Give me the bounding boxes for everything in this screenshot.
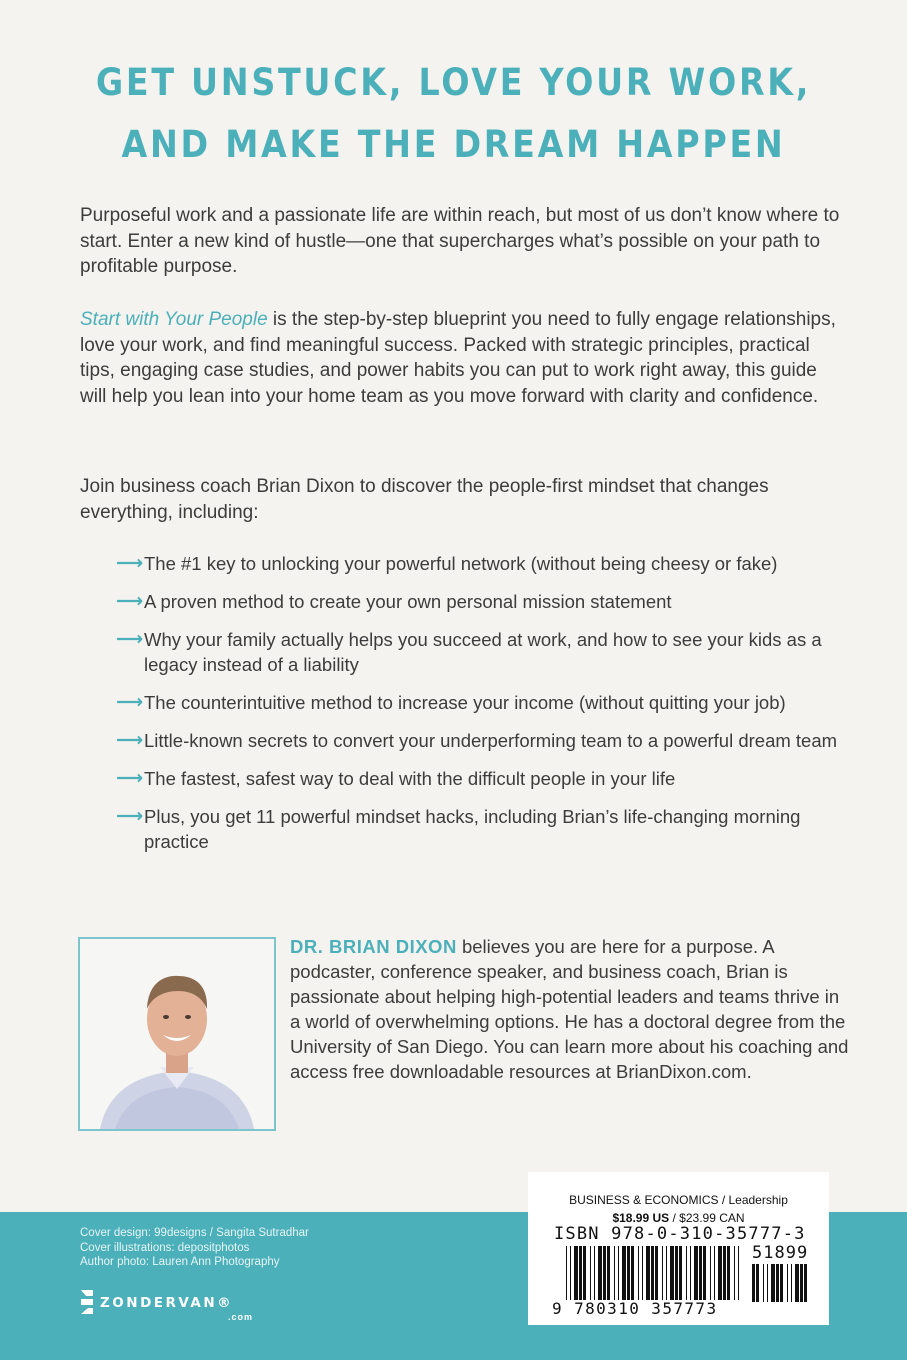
arrow-right-icon: ⟶ (116, 591, 144, 612)
list-item (116, 627, 856, 677)
credit-author-photo: Author photo: Lauren Ann Photography (80, 1256, 280, 1268)
arrow-right-icon: ⟶ (116, 692, 144, 713)
zondervan-logo-icon (80, 1288, 94, 1316)
list-item-text: The counterintuitive method to increase your income (without quitting your job) (144, 692, 786, 713)
barcode-addon-bars-icon (752, 1264, 810, 1302)
credits (80, 1226, 309, 1270)
author-bio (290, 934, 850, 1084)
barcode-addon-number: 51899 (752, 1243, 809, 1263)
list-item (116, 766, 856, 791)
arrow-right-icon: ⟶ (116, 629, 144, 650)
list-item (116, 551, 856, 576)
author-photo (78, 937, 276, 1131)
barcode-digits: 9 780310 357773 (552, 1299, 718, 1318)
list-item-text: Why your family actually helps you succeed at work, and how to see your kids as a legacy instead of a liability (144, 629, 822, 675)
author-bio-text: believes you are here for a purpose. A podcaster, conference speaker, and business coach, Brian is passionate about helping high-potential leaders and teams thrive in a world of overwhelming options. He has a doctoral degree from the University of San Diego. You can learn more about his coaching and access free downloadable resources at BrianDixon.com. (290, 936, 849, 1082)
list-item (116, 728, 856, 753)
list-item-text: A proven method to create your own personal mission statement (144, 591, 672, 612)
list-item (116, 690, 856, 715)
list-item (116, 804, 856, 854)
arrow-right-icon: ⟶ (116, 553, 144, 574)
benefit-list (116, 551, 856, 867)
price-us: $18.99 US (612, 1211, 670, 1225)
barcode-category: BUSINESS & ECONOMICS / Leadership (569, 1193, 788, 1207)
arrow-right-icon: ⟶ (116, 768, 144, 789)
barcode-box (528, 1172, 829, 1325)
list-item-text: The #1 key to unlocking your powerful network (without being cheesy or fake) (144, 553, 778, 574)
isbn-text: ISBN 978-0-310-35777-3 (554, 1224, 806, 1244)
list-item-text: The fastest, safest way to deal with the difficult people in your life (144, 768, 676, 789)
barcode-price (528, 1211, 829, 1225)
publisher-suffix: .com (228, 1312, 254, 1322)
blueprint-text: is the step-by-step blueprint you need to fully engage relationships, love your work, and find meaningful success. Packed with strategic principles, practical tips, engaging case studies, and power habits you can put to work right away, this guide will help you lean into your home team as you move forward with clarity and confidence. (80, 309, 836, 407)
list-item (116, 589, 856, 614)
intro-paragraph: Purposeful work and a passionate life are within reach, but most of us don’t know where to start. Enter a new kind of hustle—one that supercharges what’s possible on your path to profitable purpose. (80, 205, 840, 277)
author-portrait-illustration (80, 939, 274, 1129)
join-paragraph: Join business coach Brian Dixon to discover the people-first mindset that changes everything, including: (80, 476, 769, 523)
list-item-text: Little-known secrets to convert your underperforming team to a powerful dream team (144, 730, 838, 751)
barcode-bars-icon (566, 1246, 742, 1300)
list-item-text: Plus, you get 11 powerful mindset hacks, including Brian’s life-changing morning practice (144, 806, 801, 852)
arrow-right-icon: ⟶ (116, 806, 144, 827)
credit-illustrations: Cover illustrations: depositphotos (80, 1241, 250, 1254)
blueprint-paragraph (80, 307, 840, 409)
headline-line-2: AND MAKE THE DREAM HAPPEN (121, 123, 786, 166)
headline (45, 52, 861, 176)
book-title: Start with Your People (80, 309, 268, 330)
credit-cover-design: Cover design: 99designs / Sangita Sutradhar (80, 1227, 309, 1239)
arrow-right-icon: ⟶ (116, 730, 144, 751)
publisher-name: ZONDERVAN® (100, 1295, 234, 1311)
price-can: / $23.99 CAN (669, 1211, 745, 1225)
author-name: DR. BRIAN DIXON (290, 936, 457, 957)
headline-line-1: GET UNSTUCK, LOVE YOUR WORK, (95, 61, 812, 104)
